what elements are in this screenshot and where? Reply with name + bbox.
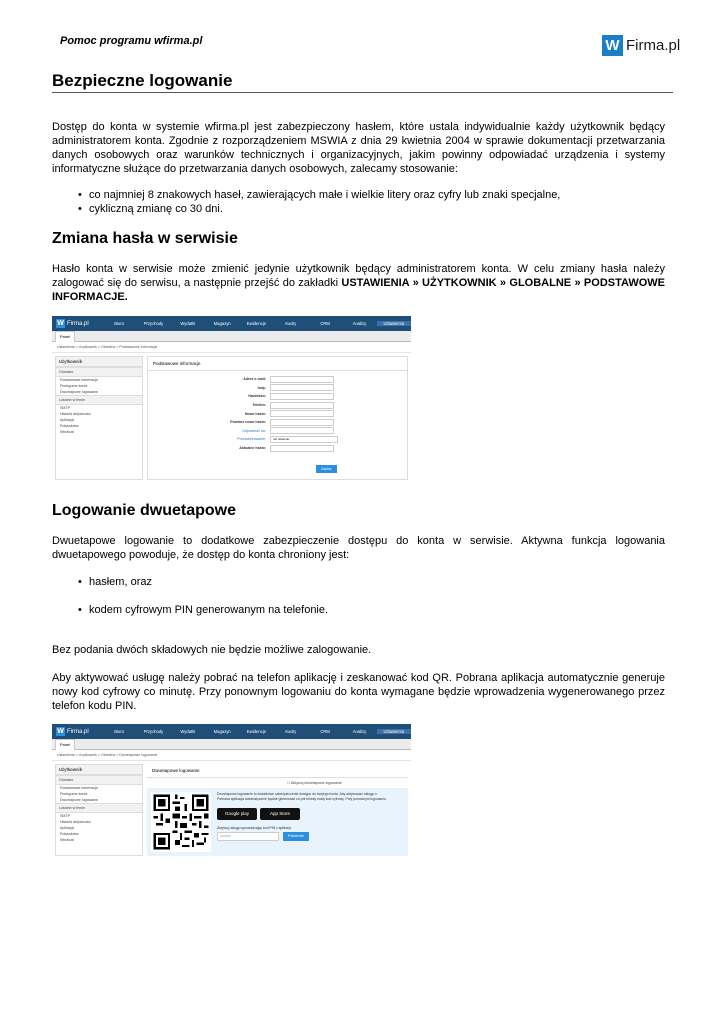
sidebar-item: Aplikacje	[60, 826, 75, 830]
nav-analizy: Analizy	[352, 729, 367, 734]
sidebar-item: SMTP	[60, 814, 70, 818]
screenshot-2fa	[52, 724, 411, 878]
logo-mark: W	[602, 35, 623, 56]
app-logo: W Firma.pl	[57, 320, 89, 327]
nav-magazyn: Magazyn	[213, 729, 231, 734]
sidebar-group-local: Lokalne w firmie	[56, 803, 142, 813]
field-label: Nowe hasło:	[244, 411, 266, 416]
sidebar-item: Historia aktywności	[60, 820, 91, 824]
sidebar-item: SMTP	[60, 406, 70, 410]
sidebar-group-global: Globalne	[56, 775, 142, 785]
confirm-button: Potwierdź	[283, 832, 309, 841]
sidebar-item: Windicat	[60, 838, 74, 842]
nav-wydatki: Wydatki	[180, 321, 196, 326]
nav-biuro: Biuro	[114, 729, 125, 734]
2fa-setup-box	[147, 788, 408, 856]
app-store-badge: App Store	[260, 808, 300, 820]
nav-crm: CRM	[320, 729, 330, 734]
app-subbar	[52, 331, 411, 342]
new-password-field	[270, 410, 334, 417]
save-button: Zapisz	[316, 465, 337, 473]
section-heading-2fa: Logowanie dwuetapowe	[52, 502, 237, 519]
list-item: • cykliczną zmianę co 30 dni.	[52, 202, 665, 216]
phone-field	[270, 402, 334, 409]
field-label: Imię:	[257, 385, 266, 390]
sidebar-item: Dwuetapowe logowanie	[60, 798, 98, 802]
google-play-badge: Google play	[217, 808, 257, 820]
2fa-panel	[147, 764, 408, 856]
settings-path: USTAWIENIA » UŻYTKOWNIK » GLOBALNE » PODSTAWOWE INFORMACJE.	[52, 277, 665, 303]
sidebar-item: Podstawowe informacje	[60, 786, 98, 790]
2fa-note: Bez podania dwóch składowych nie będzie możliwe zalogowanie.	[52, 644, 372, 656]
password-paragraph	[52, 262, 665, 304]
nav-analizy: Analizy	[352, 321, 367, 326]
sidebar-item: Pokazikator	[60, 424, 79, 428]
settings-sidebar	[55, 356, 143, 480]
panel-heading: Dwuetapowe logowanie	[147, 764, 408, 778]
password-text: Hasło konta w serwisie może zmienić jedynie użytkownik będący administratorem konta. W celu zmiany hasła należy zalogować się do serwisu, a następnie przejść do zakładki	[52, 263, 665, 289]
app-topbar	[52, 724, 411, 739]
wfirma-logo	[602, 34, 680, 56]
settings-sidebar	[55, 764, 143, 856]
sidebar-item: Powiązane konta	[60, 792, 88, 796]
sidebar-item: Windicat	[60, 430, 74, 434]
email-field	[270, 376, 334, 383]
breadcrumb: Ustawienia > Użytkownik > Globalne > Podstawowe informacje	[52, 342, 411, 353]
qr-code	[151, 792, 211, 852]
screenshot-basic-info	[52, 316, 411, 487]
repeat-password-field	[270, 419, 334, 426]
current-password-field	[270, 445, 334, 452]
list-item: • kodem cyfrowym PIN generowanym na telefonie.	[52, 603, 665, 617]
intro-bullet-list	[52, 188, 665, 216]
page-title: Bezpieczne logowanie	[52, 71, 233, 90]
field-label: Aktualne hasło:	[239, 446, 266, 451]
last-name-field	[270, 393, 334, 400]
nav-biuro: Biuro	[114, 321, 125, 326]
intro-paragraph: Dostęp do konta w systemie wfirma.pl jest zabezpieczony hasłem, które ustala indywidualnie każdy użytkownik będący administratorem konta. Zgodnie z rozporządzeniem MSWIA z dnia 29 kwietnia 2004 w sprawie dokumentacji przetwarzania danych osobowych oraz warunków technicznych i organizacyjnych, jakim powinny odpowiadać urządzenia i systemy informatyczne służące do przetwarzania danych osobowych, zalecamy stosowanie:	[52, 121, 665, 175]
nav-ustawienia: Ustawienia	[377, 321, 411, 326]
nav-wydatki: Wydatki	[180, 729, 196, 734]
section-heading-password: Zmiana hasła w serwisie	[52, 230, 238, 247]
reply-to-field	[270, 427, 334, 434]
app-subbar	[52, 739, 411, 750]
breadcrumb: Ustawienia > Użytkownik > Globalne > Dwuetapowe logowanie	[52, 750, 411, 761]
sidebar-item: Aplikacje	[60, 418, 75, 422]
field-label: Adres e-mail:	[243, 377, 266, 382]
sidebar-item: Podstawowe informacje	[60, 378, 98, 382]
logo-text: Firma.pl	[626, 36, 681, 54]
first-name-field	[270, 384, 334, 391]
sidebar-group-local: Lokalne w firmie	[56, 395, 142, 405]
pin-label: Aktywuj usługę wprowadzając kod PIN z aplikacji:	[217, 826, 292, 830]
nav-kadry: Kadry	[285, 321, 297, 326]
2fa-description-line: Pobrana aplikacja automatycznie będzie generować co pół minuty nowy kod cyfrowy. Przy ponownym logowaniu	[217, 797, 386, 801]
nav-ewidencje: Ewidencje	[246, 729, 267, 734]
sidebar-item: Historia aktywności	[60, 412, 91, 416]
field-label: Odpowiedź do:	[242, 428, 266, 433]
nav-magazyn: Magazyn	[213, 321, 231, 326]
nav-kadry: Kadry	[285, 729, 297, 734]
2fa-activation-paragraph: Aby aktywować usługę należy pobrać na telefon aplikację i zeskanować kod QR. Pobrana aplikacja automatycznie generuje nowy kod cyfrowy co minutę. Przy ponownym logowaniu do konta wymagane będzie wprowadzenia wygenerowanego przez telefon kodu PIN.	[52, 672, 665, 712]
nav-przychody: Przychody	[143, 321, 164, 326]
sidebar-item: Dwuetapowe logowanie	[60, 390, 98, 394]
nav-ustawienia: Ustawienia	[377, 729, 411, 734]
sidebar-item: Powiązane konta	[60, 384, 88, 388]
2fa-paragraph: Dwuetapowe logowanie to dodatkowe zabezpieczenie dostępu do konta w serwisie. Aktywna funkcja logowania dwuetapowego powoduje, że dostęp do konta chroniony jest:	[52, 535, 665, 561]
sidebar-group-global: Globalne	[56, 367, 142, 377]
app-topbar	[52, 316, 411, 331]
app-nav	[102, 321, 411, 326]
sidebar-head: Użytkownik	[56, 357, 142, 367]
field-label: Nazwisko:	[248, 394, 266, 399]
tab-panel: Panel	[55, 739, 75, 750]
nav-crm: CRM	[320, 321, 330, 326]
field-label: Telefon:	[252, 403, 266, 408]
nav-przychody: Przychody	[143, 729, 164, 734]
forwarding-select: raz dziennie	[270, 436, 338, 443]
list-item: • hasłem, oraz	[52, 575, 665, 589]
app-logo: W Firma.pl	[57, 728, 89, 735]
panel-heading: Podstawowe informacje	[148, 357, 407, 371]
document-header-title: Pomoc programu wfirma.pl	[60, 35, 203, 47]
pin-input: kod pin	[217, 832, 279, 841]
2fa-description-line: Dwuetapowe logowanie to dodatkowe zabezpieczenie dostępu do twojego konta. Aby aktywować usługę n	[217, 792, 377, 796]
field-label: Powtórz nowe hasło:	[230, 420, 266, 425]
sidebar-head: Użytkownik	[56, 765, 142, 775]
tab-panel: Panel	[55, 331, 75, 342]
title-divider	[52, 92, 673, 93]
sidebar-item: Pokazikator	[60, 832, 79, 836]
activate-2fa-checkbox: ☐ Aktywuj dwuetapowe logowanie	[287, 781, 342, 785]
field-label: Przeadresowanie:	[237, 437, 266, 442]
list-item: • co najmniej 8 znakowych haseł, zawierających małe i wielkie litery oraz cyfry lub znaki specjalne,	[52, 188, 665, 202]
2fa-bullet-list	[52, 575, 665, 617]
basic-info-panel	[147, 356, 408, 480]
nav-ewidencje: Ewidencje	[246, 321, 267, 326]
app-nav	[102, 729, 411, 734]
